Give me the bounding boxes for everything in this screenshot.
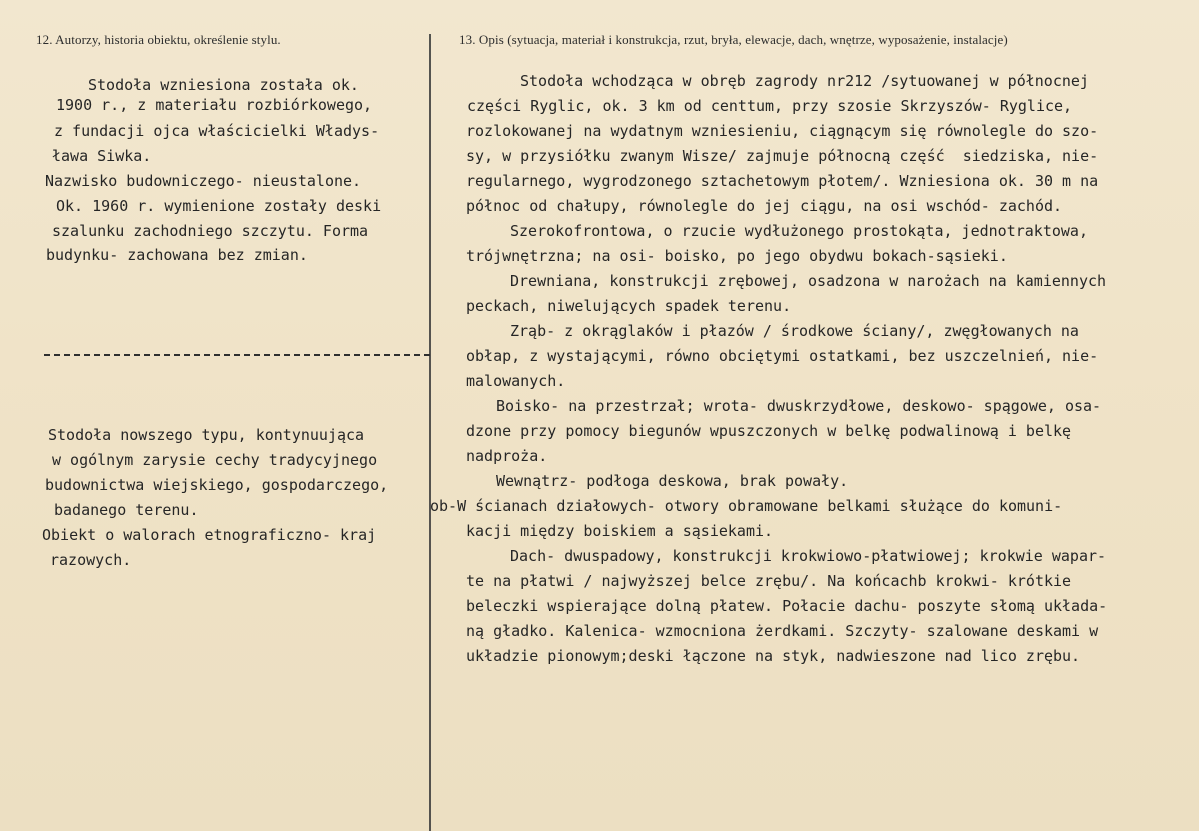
left-text-line: Ok. 1960 r. wymienione zostały deski	[56, 197, 382, 215]
right-text-line: Boisko- na przestrzał; wrota- dwuskrzydłowe, deskowo- spągowe, osa-	[496, 397, 1102, 415]
right-text-line: Szerokofrontowa, o rzucie wydłużonego prostokąta, jednotraktowa,	[510, 222, 1088, 240]
right-text-line: sy, w przysiółku zwanym Wisze/ zajmuje północną część siedziska, nie-	[466, 147, 1099, 165]
left-text-line: ława Siwka.	[52, 147, 152, 165]
section-12-header: 12. Autorzy, historia obiektu, określenie stylu.	[36, 32, 281, 47]
right-text-line: kacji między boiskiem a sąsiekami.	[466, 522, 774, 540]
right-text-line: części Ryglic, ok. 3 km od centtum, przy szosie Skrzyszów- Ryglice,	[467, 97, 1073, 115]
right-text-line: Drewniana, konstrukcji zrębowej, osadzona w narożach na kamiennych	[510, 272, 1107, 290]
right-text-line: układzie pionowym;deski łączone na styk, nadwieszone nad lico zrębu.	[466, 647, 1081, 665]
left-text-line: szalunku zachodniego szczytu. Forma	[52, 222, 369, 240]
right-text-line: Wewnątrz- podłoga deskowa, brak powały.	[496, 472, 849, 490]
left-text-line: Stodoła wzniesiona została ok.	[88, 76, 359, 94]
right-text-line: regularnego, wygrodzonego sztachetowym płotem/. Wzniesiona ok. 30 m na	[466, 172, 1099, 190]
right-text-line: dzone przy pomocy biegunów wpuszczonych w belkę podwalinową i belkę	[466, 422, 1072, 440]
dashed-separator	[44, 354, 430, 356]
section-13-header: 13. Opis (sytuacja, materiał i konstrukcja, rzut, bryła, elewacje, dach, wnętrze, wyposażenie, instalacje)	[459, 32, 1008, 47]
left-text-line: Nazwisko budowniczego- nieustalone.	[45, 172, 362, 190]
right-text-line: obłap, z wystającymi, równo obciętymi ostatkami, bez uszczelnień, nie-	[466, 347, 1099, 365]
left-text-line: w ogólnym zarysie cechy tradycyjnego	[52, 451, 378, 469]
left-text-line: budownictwa wiejskiego, gospodarczego,	[45, 476, 389, 494]
left-text-line: Obiekt o walorach etnograficzno- kraj	[42, 526, 377, 544]
left-text-line: Stodoła nowszego typu, kontynuująca	[48, 426, 365, 444]
left-text-line: 1900 r., z materiału rozbiórkowego,	[56, 96, 373, 114]
right-text-line: północ od chałupy, równolegle do jej ciągu, na osi wschód- zachód.	[466, 197, 1063, 215]
right-text-line: nadproża.	[466, 447, 548, 465]
left-text-line: razowych.	[50, 551, 132, 569]
left-text-line: z fundacji ojca właścicielki Władys-	[54, 122, 380, 140]
right-text-line: trójwnętrzna; na osi- boisko, po jego obydwu bokach-sąsieki.	[466, 247, 1008, 265]
right-text-line: ob-W ścianach działowych- otwory obramowane belkami służące do komuni-	[430, 497, 1063, 515]
right-text-line: ną gładko. Kalenica- wzmocniona żerdkami. Szczyty- szalowane deskami w	[466, 622, 1099, 640]
right-text-line: Dach- dwuspadowy, konstrukcji krokwiowo-płatwiowej; krokwie wapar-	[510, 547, 1107, 565]
column-divider	[429, 34, 431, 831]
left-text-line: badanego terenu.	[54, 501, 199, 519]
right-text-line: beleczki wspierające dolną płatew. Połacie dachu- poszyte słomą układa-	[466, 597, 1108, 615]
right-text-line: rozlokowanej na wydatnym wzniesieniu, ciągnącym się równolegle do szo-	[466, 122, 1099, 140]
right-text-line: Zrąb- z okrąglaków i płazów / środkowe ściany/, zwęgłowanych na	[510, 322, 1079, 340]
right-text-line: te na płatwi / najwyższej belce zrębu/. Na końcachb krokwi- krótkie	[466, 572, 1072, 590]
right-text-line: malowanych.	[466, 372, 566, 390]
left-text-line: budynku- zachowana bez zmian.	[46, 246, 308, 264]
right-text-line: Stodoła wchodząca w obręb zagrody nr212 /sytuowanej w północnej	[520, 72, 1089, 90]
right-text-line: peckach, niwelujących spadek terenu.	[466, 297, 792, 315]
